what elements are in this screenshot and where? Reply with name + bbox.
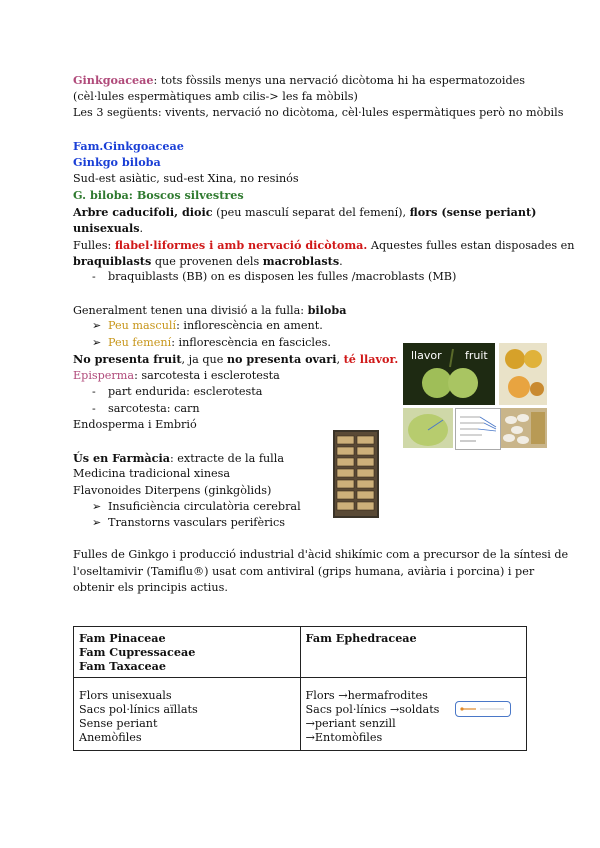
table-row [74,678,527,751]
leaves-line-1: Fulles: flabel·liformes i amb nervació dicòtoma. Aquestes fulles estan disposades en [73,238,575,252]
habitat-heading: G. biloba: Boscos silvestres [73,188,244,202]
seeds-pile-drawing [501,408,547,448]
table-cell [300,678,527,751]
cupressaceae-header: Fam Cupressaceae [79,645,196,659]
list-item: Flors unisexuals [79,689,172,702]
shikimic-line-3: obtenir els principis actius. [73,581,228,594]
table-cell [74,627,301,678]
family-heading: Fam.Ginkgoaceae [73,139,184,153]
seed-photo [403,343,495,405]
tree-line-2: unisexuals. [73,221,144,235]
arrow-bullet-icon: ➢ [92,500,102,513]
pharma-item-1: Insuficiència circulatòria cerebral [108,500,301,513]
intro-line-1: Ginkgoaceae: tots fòssils menys una nervació dicòtoma hi ha espermatozoides [73,73,525,87]
table-cell [74,678,301,751]
leaf-drawing [403,408,453,448]
arrow-bullet-icon: ➢ [92,319,102,332]
tree-line-1: Arbre caducifoli, dioic (peu masculí separat del femení), flors (sense periant) [73,205,537,219]
arrow-bullet-icon: ➢ [92,516,102,529]
fruit-drawing [499,343,547,405]
comparison-table [73,626,527,751]
diagram-drawing [456,409,500,449]
fruit-line: No presenta fruit, ja que no presenta ovari, té llavor. [73,352,399,366]
list-item: →Entomòfiles [305,731,383,744]
part-item-1: part endurida: esclerotesta [108,385,263,398]
leaf-photo [403,408,453,448]
ephedraceae-header: Fam Ephedraceae [305,631,417,645]
female-item: Peu femení: inflorescència en fascicles. [108,336,331,349]
male-item: Peu masculí: inflorescència en ament. [108,319,323,332]
diagram-image [455,408,501,450]
intro-line-2: (cèl·lules espermàtiques amb cilis-> les fa mòbils) [73,90,358,103]
endosperm-line: Endosperma i Embrió [73,418,197,431]
list-item: Sense periant [79,717,158,730]
cabinet-drawing [333,430,379,518]
dash-marker: - [92,270,96,283]
fruit-label: fruit [465,349,488,362]
table-cell [300,627,527,678]
seed-drawing [403,343,495,405]
division-line: Generalment tenen una divisió a la fulla: biloba [73,303,347,317]
arrow-bullet-icon: ➢ [92,336,102,349]
pharma-line-3: Flavonoides Diterpens (ginkgòlids) [73,484,272,497]
fruit-photo [499,343,547,405]
part-item-2: sarcotesta: carn [108,402,200,415]
shikimic-line-1: Fulles de Ginkgo i producció industrial d'àcid shikímic com a precursor de la síntesi de [73,548,569,561]
seed-label: llavor [411,349,442,362]
table-row [74,627,527,678]
braquiblast-item: braquiblasts (BB) on es disposen les fulles /macroblasts (MB) [108,270,457,283]
genus-heading: Ginkgo biloba [73,155,161,169]
intro-line-3: Les 3 següents: vivents, nervació no dicòtoma, cèl·lules espermàtiques però no mòbils [73,106,564,119]
floating-shape[interactable] [455,701,511,717]
seeds-pile-photo [501,408,547,448]
list-item: Flors →hermafrodites [305,689,428,702]
dash-marker: - [92,402,96,415]
shikimic-line-2: l'oseltamivir (Tamiflu®) usat com antiviral (grips humana, aviària i porcina) i per [73,565,535,578]
pharma-item-2: Transtorns vasculars perifèrics [108,516,286,529]
distribution-text: Sud-est asiàtic, sud-est Xina, no resinós [73,172,299,185]
episperm-line: Episperma: sarcotesta i esclerotesta [73,369,280,382]
pharma-line-2: Medicina tradicional xinesa [73,467,231,480]
cabinet-image [333,430,379,518]
list-item: →periant senzill [305,717,396,730]
dash-marker: - [92,385,96,398]
arrow-icon [456,702,510,716]
list-item: Sacs pol·línics →soldats [305,703,440,716]
taxaceae-header: Fam Taxaceae [79,659,167,673]
leaves-line-2: braquiblasts que provenen dels macroblasts. [73,254,343,268]
list-item: Sacs pol·línics aïllats [79,703,198,716]
pharma-line: Ús en Farmàcia: extracte de la fulla [73,451,284,465]
ginkgoaceae-term: Ginkgoaceae [73,73,154,87]
pinaceae-header: Fam Pinaceae [79,631,166,645]
list-item: Anemòfiles [79,731,142,744]
